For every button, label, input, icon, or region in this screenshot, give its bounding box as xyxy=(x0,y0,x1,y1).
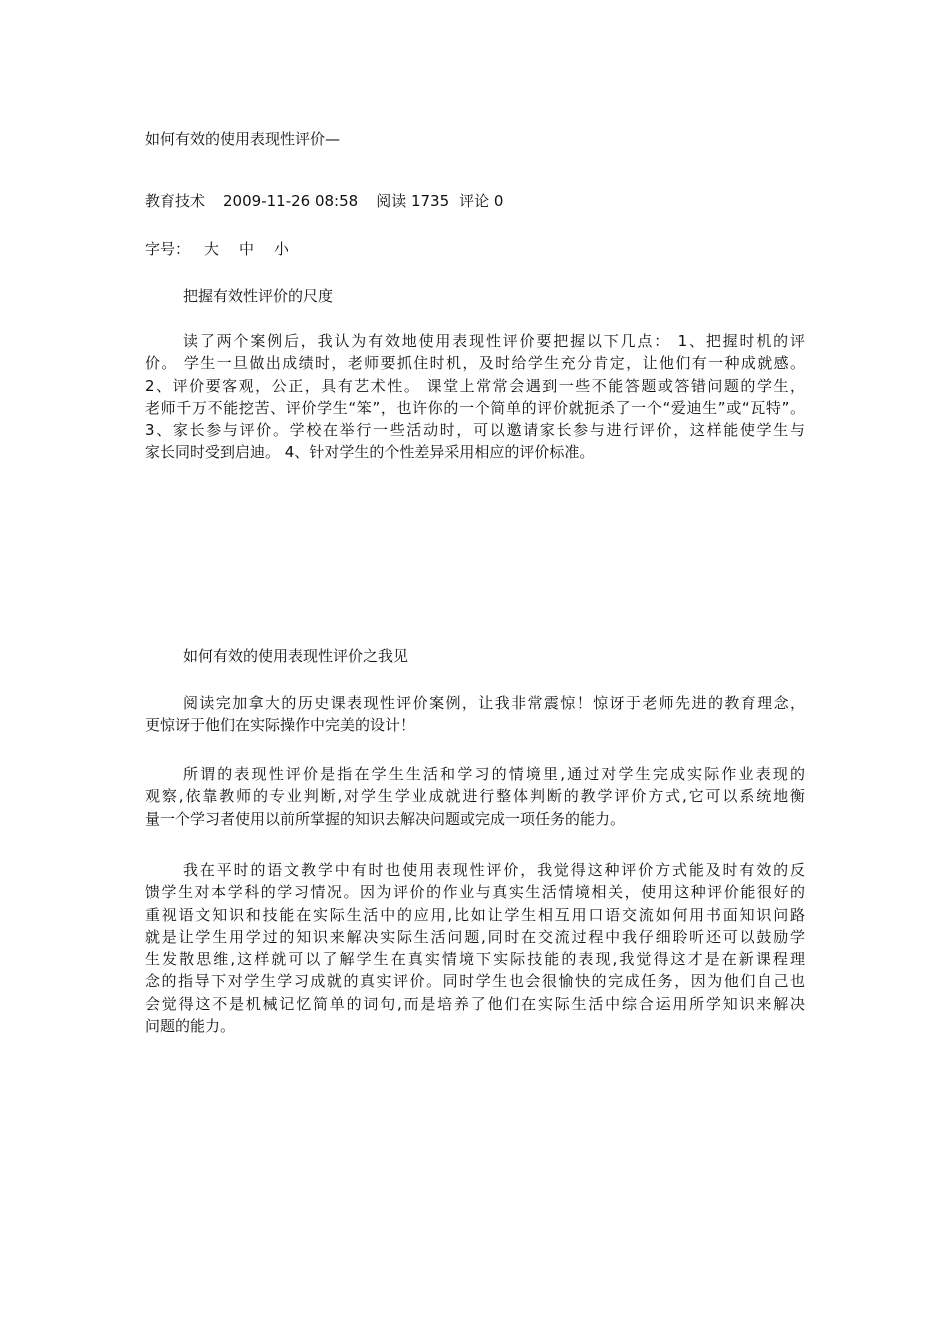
font-size-small-option[interactable]: 小 xyxy=(274,240,290,258)
paragraph-line: 阅读完加拿大的历史课表现性评价案例，让我非常震惊！惊讶于老师先进的教育理念， xyxy=(183,694,805,712)
font-size-medium-option[interactable]: 中 xyxy=(239,240,255,258)
paragraph-line: 所谓的表现性评价是指在学生生活和学习的情境里,通过对学生完成实际作业表现的 xyxy=(183,765,805,783)
paragraph-line: 老师千万不能挖苦、评价学生“笨”，也许你的一个简单的评价就扼杀了一个“爱迪生”或“瓦特”。 xyxy=(145,398,805,417)
article-comment-count: 评论 0 xyxy=(459,192,504,210)
paragraph-line: 2、评价要客观，公正，具有艺术性。 课堂上常常会遇到一些不能答题或答错问题的学生， xyxy=(145,376,805,395)
paragraph-line: 观察,依靠教师的专业判断,对学生学业成就进行整体判断的教学评价方式,它可以系统地衡 xyxy=(145,787,805,806)
section2-heading: 如何有效的使用表现性评价之我见 xyxy=(183,647,409,665)
article-meta xyxy=(145,190,805,212)
paragraph-line: 价。 学生一旦做出成绩时，老师要抓住时机，及时给学生充分肯定，让他们有一种成就感。 xyxy=(145,354,805,373)
section1-paragraph xyxy=(145,330,805,464)
font-size-label: 字号： xyxy=(145,240,191,258)
section1-heading: 把握有效性评价的尺度 xyxy=(183,287,334,305)
paragraph-line: 会觉得这不是机械记忆简单的词句,而是培养了他们在实际生活中综合运用所学知识来解决 xyxy=(145,994,805,1013)
paragraph-line: 家长同时受到启迪。 4、针对学生的个性差异采用相应的评价标准。 xyxy=(145,443,595,462)
font-size-large-option[interactable]: 大 xyxy=(204,240,220,258)
section2-paragraph-1 xyxy=(145,692,805,737)
paragraph-line: 馈学生对本学科的学习情况。因为评价的作业与真实生活情境相关，使用这种评价能很好的 xyxy=(145,883,805,902)
article-category: 教育技术 xyxy=(145,192,206,210)
paragraph-line: 更惊讶于他们在实际操作中完美的设计！ xyxy=(145,716,416,735)
paragraph-line: 问题的能力。 xyxy=(145,1017,236,1036)
font-size-selector xyxy=(145,238,805,260)
section2-paragraph-2 xyxy=(145,763,805,830)
paragraph-line: 3、家长参与评价。学校在举行一些活动时，可以邀请家长参与进行评价，这样能使学生与 xyxy=(145,421,805,440)
paragraph-line: 我在平时的语文教学中有时也使用表现性评价，我觉得这种评价方式能及时有效的反 xyxy=(183,861,805,879)
paragraph-line: 量一个学习者使用以前所掌握的知识去解决问题或完成一项任务的能力。 xyxy=(145,809,626,828)
paragraph-line: 就是让学生用学过的知识来解决实际生活问题,同时在交流过程中我仔细聆听还可以鼓励学 xyxy=(145,927,805,946)
section2-paragraph-3 xyxy=(145,859,805,1037)
paragraph-line: 读了两个案例后，我认为有效地使用表现性评价要把握以下几点： 1、把握时机的评 xyxy=(183,332,805,350)
paragraph-line: 念的指导下对学生学习成就的真实评价。同时学生也会很愉快的完成任务，因为他们自己也 xyxy=(145,972,805,991)
paragraph-line: 生发散思维,这样就可以了解学生在真实情境下实际技能的表现,我觉得这才是在新课程理 xyxy=(145,950,805,969)
article-read-count: 阅读 1735 xyxy=(376,192,450,210)
article-datetime: 2009-11-26 08:58 xyxy=(223,192,359,210)
article-title: 如何有效的使用表现性评价— xyxy=(145,130,341,148)
paragraph-line: 重视语文知识和技能在实际生活中的应用,比如让学生相互用口语交流如何用书面知识问路 xyxy=(145,905,805,924)
